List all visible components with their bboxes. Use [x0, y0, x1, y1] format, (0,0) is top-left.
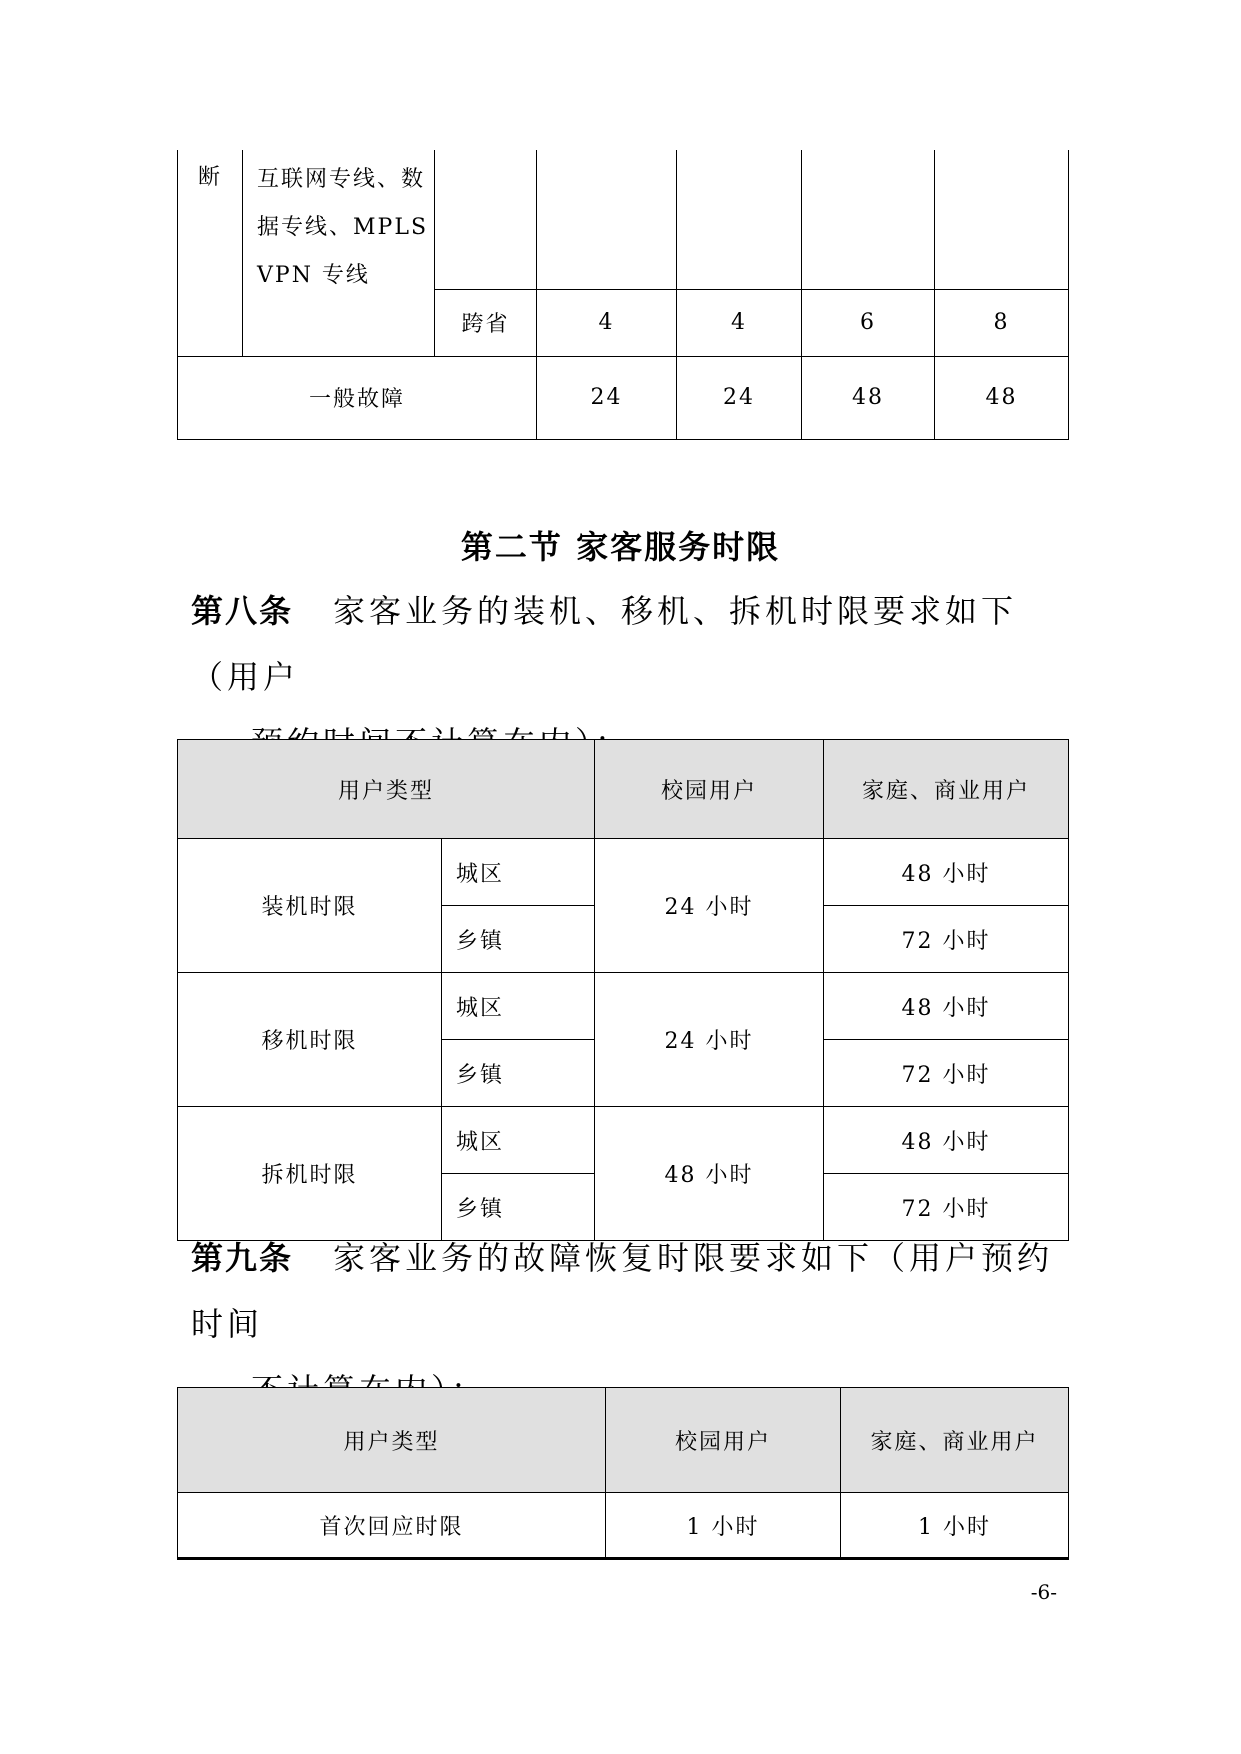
section-title: 第二节 家客服务时限	[460, 528, 781, 566]
article-8-line1: 家客业务的装机、移机、拆机时限要求如下（用户	[191, 592, 1018, 696]
header-campus: 校园用户	[595, 740, 824, 839]
general-fault-label: 一般故障	[178, 356, 537, 439]
value-cell: 4	[537, 289, 677, 356]
value-cell: 4	[677, 289, 802, 356]
header-user-type: 用户类型	[178, 740, 595, 839]
row-type: 移机时限	[178, 973, 442, 1107]
campus-value: 48 小时	[595, 1107, 824, 1241]
value-cell: 24	[537, 356, 677, 439]
value-cell: 48	[802, 356, 935, 439]
fault-level-cell: 断	[178, 150, 243, 356]
scope-cross-province: 跨省	[435, 289, 537, 356]
area-cell: 乡镇	[442, 1040, 595, 1107]
area-cell: 城区	[442, 1107, 595, 1174]
header-home-business: 家庭、商业用户	[841, 1388, 1069, 1493]
home-value: 48 小时	[824, 1107, 1069, 1174]
empty-cell	[935, 150, 1069, 289]
row-type: 拆机时限	[178, 1107, 442, 1241]
empty-cell	[537, 150, 677, 289]
header-user-type: 用户类型	[178, 1388, 606, 1493]
home-value: 72 小时	[824, 1040, 1069, 1107]
area-cell: 城区	[442, 839, 595, 906]
article-9-label: 第九条	[191, 1239, 294, 1277]
campus-value: 1 小时	[606, 1493, 841, 1559]
empty-cell	[802, 150, 935, 289]
home-value: 72 小时	[824, 1174, 1069, 1241]
home-value: 1 小时	[841, 1493, 1069, 1559]
row-type: 首次回应时限	[178, 1493, 606, 1559]
home-value: 72 小时	[824, 906, 1069, 973]
home-value: 48 小时	[824, 839, 1069, 906]
service-type-cell: 互联网专线、数据专线、MPLS VPN 专线	[243, 150, 435, 356]
area-cell: 乡镇	[442, 1174, 595, 1241]
campus-value: 24 小时	[595, 839, 824, 973]
article-9-line1: 家客业务的故障恢复时限要求如下（用户预约时间	[191, 1239, 1054, 1343]
empty-cell	[435, 150, 537, 289]
value-cell: 8	[935, 289, 1069, 356]
row-type: 装机时限	[178, 839, 442, 973]
home-service-time-table	[177, 739, 1069, 1241]
page-number: -6-	[1030, 1580, 1057, 1604]
area-cell: 城区	[442, 973, 595, 1040]
value-cell: 6	[802, 289, 935, 356]
article-8-label: 第八条	[191, 592, 294, 630]
campus-value: 24 小时	[595, 973, 824, 1107]
value-cell: 24	[677, 356, 802, 439]
value-cell: 48	[935, 356, 1069, 439]
home-fault-recovery-table	[177, 1387, 1069, 1560]
header-home-business: 家庭、商业用户	[824, 740, 1069, 839]
fault-recovery-table-continued	[177, 150, 1069, 440]
header-campus: 校园用户	[606, 1388, 841, 1493]
home-value: 48 小时	[824, 973, 1069, 1040]
area-cell: 乡镇	[442, 906, 595, 973]
empty-cell	[677, 150, 802, 289]
